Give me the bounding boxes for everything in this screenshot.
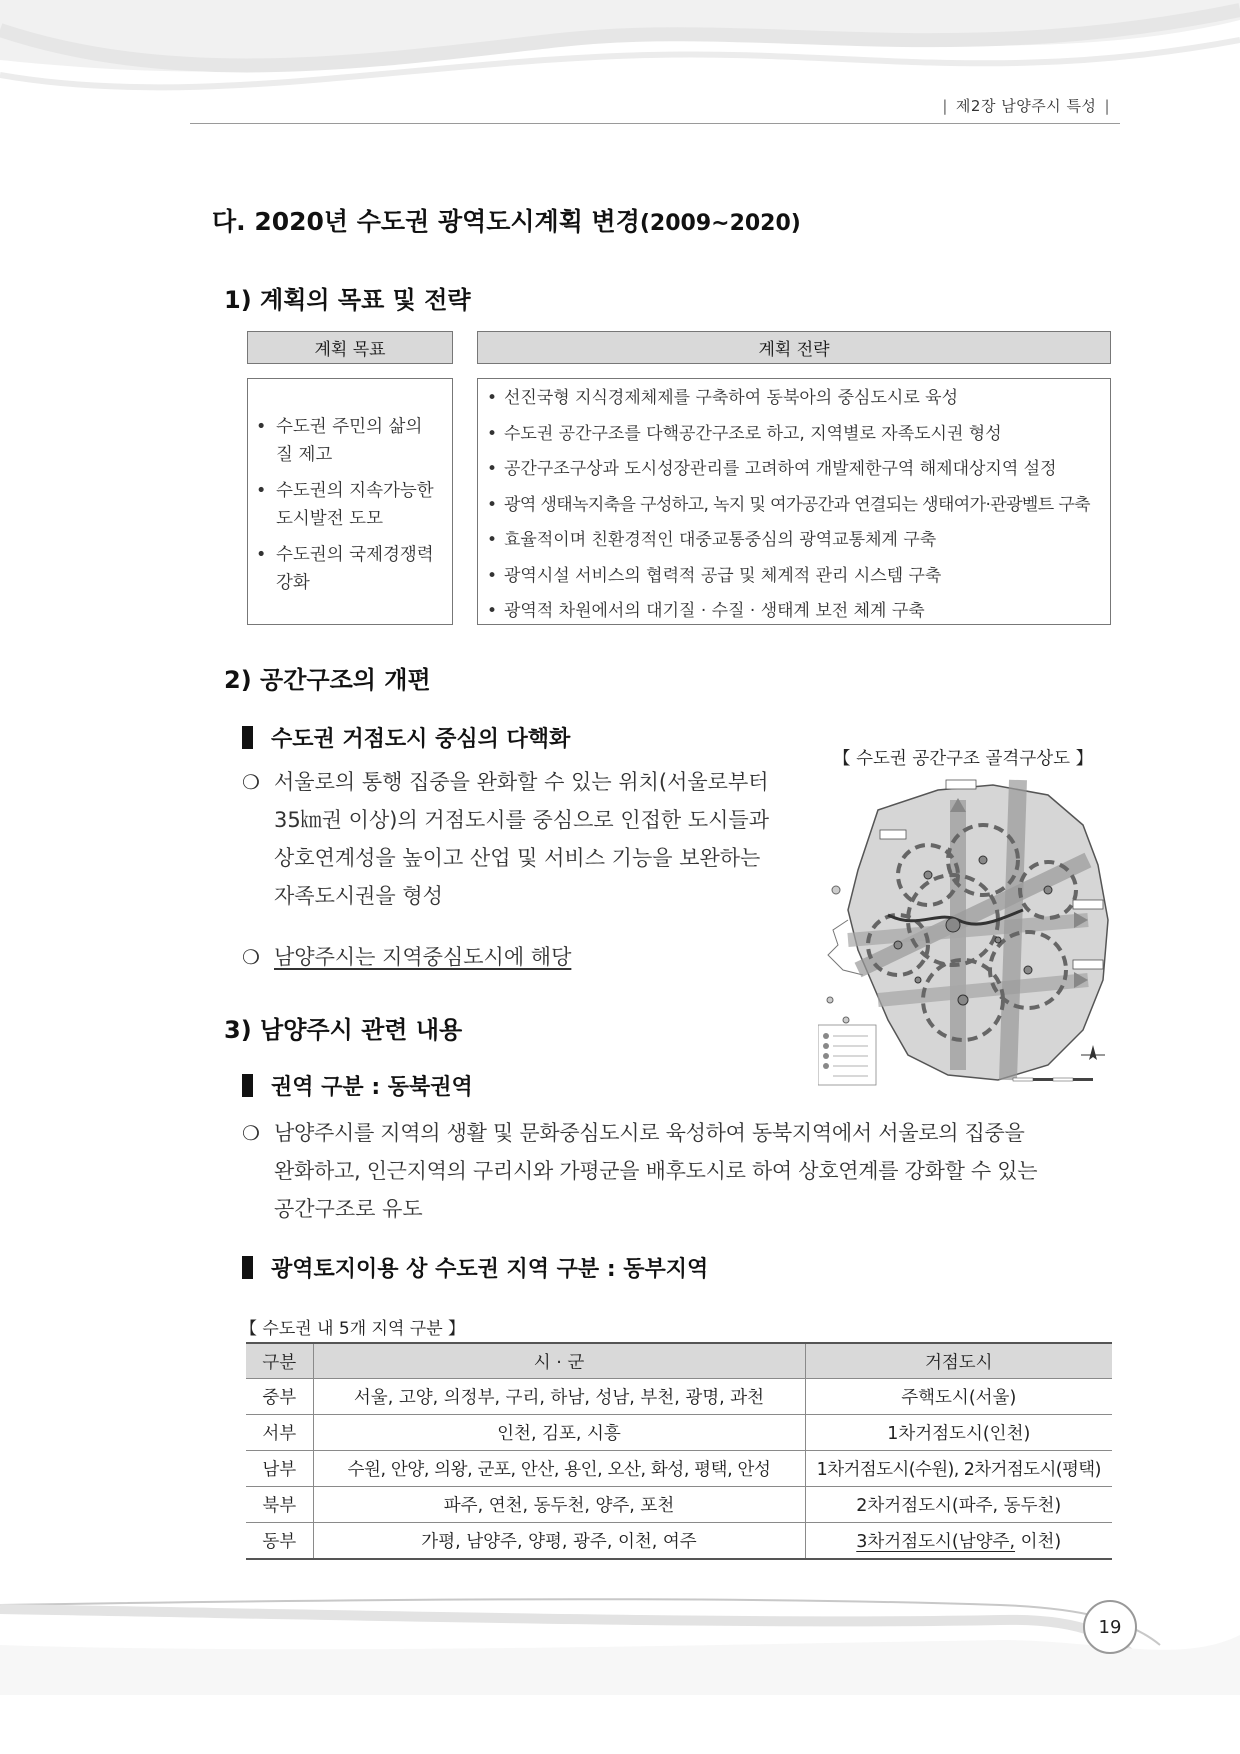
table-cell: 서부 (246, 1415, 313, 1451)
strategy-item: • 선진국형 지식경제체제를 구축하여 동북아의 중심도시로 육성 (478, 381, 1110, 417)
table-cell: 인천, 김포, 시흥 (313, 1415, 805, 1451)
paragraph-line: 남양주시는 지역중심도시에 해당 (274, 945, 572, 969)
circle-bullet-icon: ❍ (242, 770, 260, 794)
table-caption: 【 수도권 내 5개 지역 구분 】 (240, 1319, 466, 1339)
square-bullet-icon (242, 726, 253, 749)
circle-bullet-icon: ❍ (242, 945, 260, 969)
strategy-list (478, 381, 1110, 630)
table-cell: 남부 (246, 1451, 313, 1487)
table-header-row (246, 1343, 1112, 1379)
column-header: 시 · 군 (313, 1343, 805, 1379)
circle-bullet-icon: ❍ (242, 1121, 260, 1145)
table-cell: 북부 (246, 1487, 313, 1523)
paragraph-line: 35㎞권 이상)의 거점도시를 중심으로 인접한 도시들과 (274, 808, 770, 832)
goal-header: 계획 목표 (247, 331, 453, 364)
strategy-item: • 효율적이며 친환경적인 대중교통중심의 광역교통체계 구축 (478, 523, 1110, 559)
section-2-heading: 2) 공간구조의 개편 (224, 666, 431, 694)
square-bullet-icon (242, 1256, 253, 1279)
paragraph (242, 763, 814, 915)
goal-item: • 수도권의 국제경쟁력 강화 (248, 541, 452, 597)
table-row (246, 1379, 1112, 1415)
table-cell-text: 이천) (1015, 1532, 1062, 1552)
section-title: 다. 2020년 수도권 광역도시계획 변경(2009~2020) (212, 207, 801, 236)
paragraph (242, 938, 572, 976)
subsection-heading: 수도권 거점도시 중심의 다핵화 (242, 722, 570, 753)
paragraph-line: 완화하고, 인근지역의 구리시와 가평군을 배후도시로 하여 상호연계를 강화할 수 있는 (274, 1159, 1038, 1183)
paragraph-line: 자족도시권을 형성 (274, 884, 443, 908)
table-row (246, 1523, 1112, 1560)
goal-item: • 수도권의 지속가능한 도시발전 도모 (248, 477, 452, 533)
table-cell: 수원, 안양, 의왕, 군포, 안산, 용인, 오산, 화성, 평택, 안성 (313, 1451, 805, 1487)
table-row (246, 1487, 1112, 1523)
goal-list (248, 413, 452, 597)
strategy-header: 계획 전략 (477, 331, 1111, 364)
section-3-heading: 3) 남양주시 관련 내용 (224, 1016, 463, 1044)
paragraph-line: 남양주시를 지역의 생활 및 문화중심도시로 육성하여 동북지역에서 서울로의 집중을 (274, 1121, 1025, 1145)
table-cell: 가평, 남양주, 양평, 광주, 이천, 여주 (313, 1523, 805, 1560)
table-cell: 1차거점도시(인천) (805, 1415, 1112, 1451)
paragraph-line: 상호연계성을 높이고 산업 및 서비스 기능을 보완하는 (274, 846, 761, 870)
strategy-item: • 공간구조구상과 도시성장관리를 고려하여 개발제한구역 해제대상지역 설정 (478, 452, 1110, 488)
paragraph (242, 1114, 1124, 1228)
underlined-text: 3차거점도시(남양주, (856, 1532, 1016, 1552)
map-caption: 【 수도권 공간구조 골격구상도 】 (833, 749, 1094, 769)
strategy-item: • 광역 생태녹지축을 구성하고, 녹지 및 여가공간과 연결되는 생태여가·관광벨트 구축 (478, 488, 1110, 524)
table-row (246, 1415, 1112, 1451)
goal-box (247, 378, 453, 625)
footer-wave-decoration (0, 1585, 1240, 1695)
running-header: | 제2장 남양주시 특성 | (942, 97, 1110, 115)
strategy-box (477, 378, 1111, 625)
table-cell: 서울, 고양, 의정부, 구리, 하남, 성남, 부천, 광명, 과천 (313, 1379, 805, 1415)
table-cell: 동부 (246, 1523, 313, 1560)
table-cell (805, 1523, 1112, 1560)
table-cell: 1차거점도시(수원), 2차거점도시(평택) (805, 1451, 1112, 1487)
column-header: 구분 (246, 1343, 313, 1379)
header-rule (190, 123, 1120, 124)
table-cell: 중부 (246, 1379, 313, 1415)
goal-item: • 수도권 주민의 삶의 질 제고 (248, 413, 452, 469)
strategy-item: • 수도권 공간구조를 다핵공간구조로 하고, 지역별로 자족도시권 형성 (478, 417, 1110, 453)
square-bullet-icon (242, 1074, 253, 1097)
subsection-heading: 광역토지이용 상 수도권 지역 구분 : 동부지역 (242, 1252, 708, 1283)
spatial-structure-map (818, 770, 1118, 1100)
subsection-heading: 권역 구분 : 동북권역 (242, 1070, 473, 1101)
section-1-heading: 1) 계획의 목표 및 전략 (224, 286, 471, 314)
strategy-item: • 광역적 차원에서의 대기질 · 수질 · 생태계 보전 체계 구축 (478, 594, 1110, 630)
page-number: 19 (1083, 1600, 1137, 1654)
column-header: 거점도시 (805, 1343, 1112, 1379)
regions-table (246, 1342, 1112, 1560)
table-row (246, 1451, 1112, 1487)
paragraph-line: 서울로의 통행 집중을 완화할 수 있는 위치(서울로부터 (274, 770, 769, 794)
table-cell: 2차거점도시(파주, 동두천) (805, 1487, 1112, 1523)
paragraph-line: 공간구조로 유도 (274, 1197, 423, 1221)
strategy-item: • 광역시설 서비스의 협력적 공급 및 체계적 관리 시스템 구축 (478, 559, 1110, 595)
table-cell: 주핵도시(서울) (805, 1379, 1112, 1415)
table-cell: 파주, 연천, 동두천, 양주, 포천 (313, 1487, 805, 1523)
